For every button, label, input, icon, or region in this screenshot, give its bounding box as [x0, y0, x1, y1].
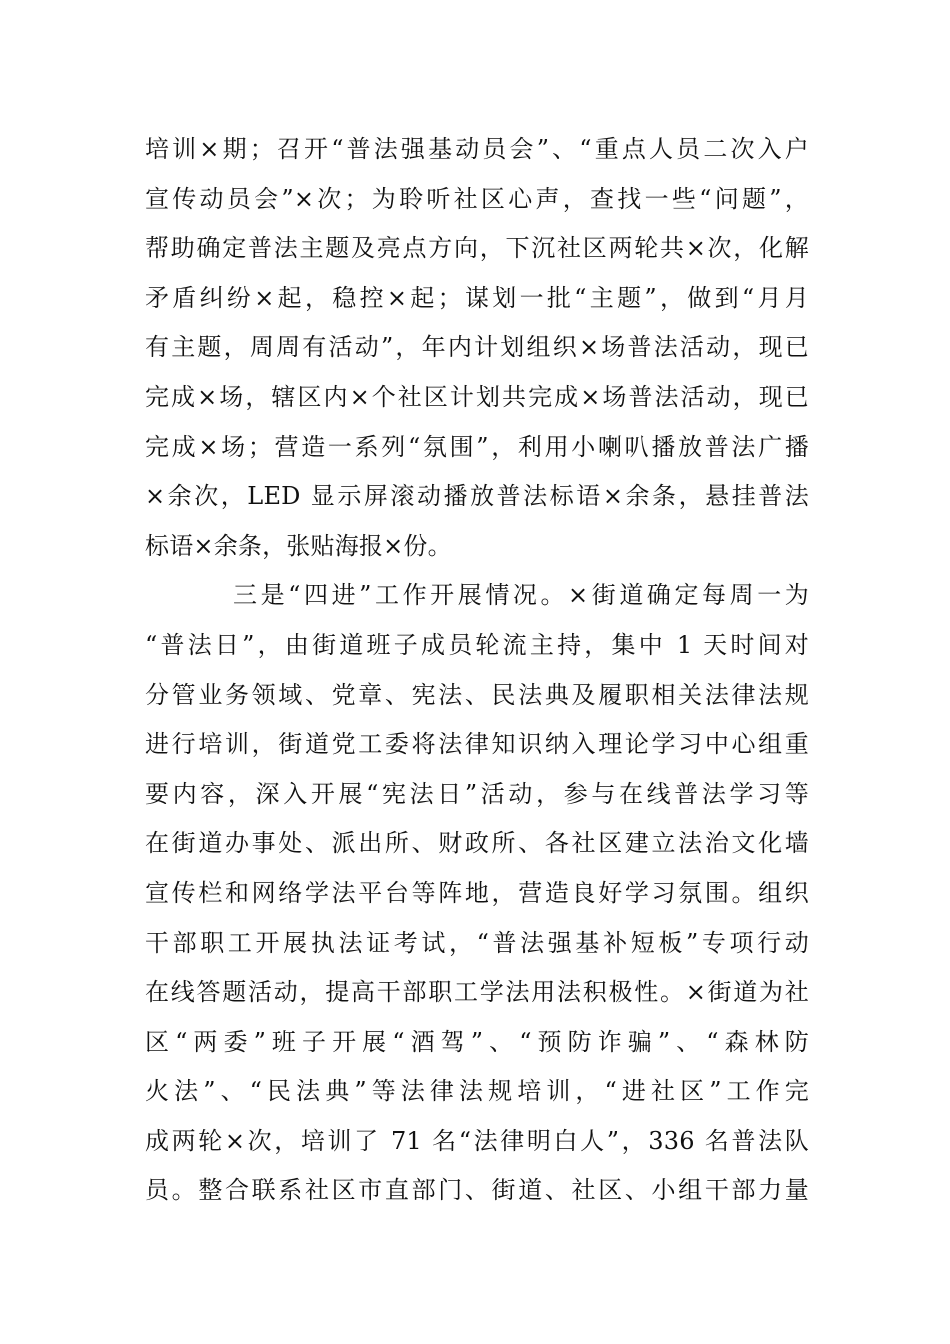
paragraph-line: 宣传动员会”×次；为聆听社区心声，查找一些“问题”，: [145, 184, 809, 213]
paragraph-line: 在线答题活动，提高干部职工学法用法积极性。×街道为社: [145, 978, 809, 1007]
body-text: [145, 125, 809, 1216]
paragraph-line: 要内容，深入开展“宪法日”活动，参与在线普法学习等: [145, 779, 809, 808]
paragraph-line: 分管业务领域、党章、宪法、民法典及履职相关法律法规: [145, 680, 809, 709]
paragraph-line: 帮助确定普法主题及亮点方向，下沉社区两轮共×次，化解: [145, 234, 809, 263]
paragraph-line: 在街道办事处、派出所、财政所、各社区建立法治文化墙: [145, 829, 809, 858]
paragraph-line: 火法”、“民法典”等法律法规培训，“进社区”工作完: [145, 1077, 809, 1106]
paragraph-1: [145, 125, 809, 571]
paragraph-line: 培训×期；召开“普法强基动员会”、“重点人员二次入户: [145, 135, 809, 163]
paragraph-line: 矛盾纠纷×起，稳控×起；谋划一批“主题”，做到“月月: [145, 283, 809, 312]
paragraph-line: 有主题，周周有活动”，年内计划组织×场普法活动，现已: [145, 333, 809, 362]
paragraph-line: 进行培训，街道党工委将法律知识纳入理论学习中心组重: [145, 730, 809, 759]
paragraph-line: “普法日”，由街道班子成员轮流主持，集中 1 天时间对: [145, 630, 809, 659]
paragraph-line: 完成×场；营造一系列“氛围”，利用小喇叭播放普法广播: [145, 432, 809, 461]
paragraph-line: 完成×场，辖区内×个社区计划共完成×场普法活动，现已: [145, 382, 809, 411]
paragraph-line: ×余次，LED 显示屏滚动播放普法标语×余条，悬挂普法: [145, 482, 809, 511]
paragraph-line: 区“两委”班子开展“酒驾”、“预防诈骗”、“森林防: [145, 1027, 809, 1056]
paragraph-line: 三是“四进”工作开展情况。×街道确定每周一为: [233, 581, 809, 610]
paragraph-2: [145, 571, 809, 1216]
paragraph-line: 干部职工开展执法证考试，“普法强基补短板”专项行动: [145, 928, 809, 957]
paragraph-line: 宣传栏和网络学法平台等阵地，营造良好学习氛围。组织: [145, 878, 809, 907]
paragraph-line: 标语×余条，张贴海报×份。: [145, 531, 452, 560]
paragraph-line: 成两轮×次，培训了 71 名“法律明白人”，336 名普法队: [145, 1126, 809, 1155]
paragraph-line: 员。整合联系社区市直部门、街道、社区、小组干部力量: [145, 1176, 809, 1205]
